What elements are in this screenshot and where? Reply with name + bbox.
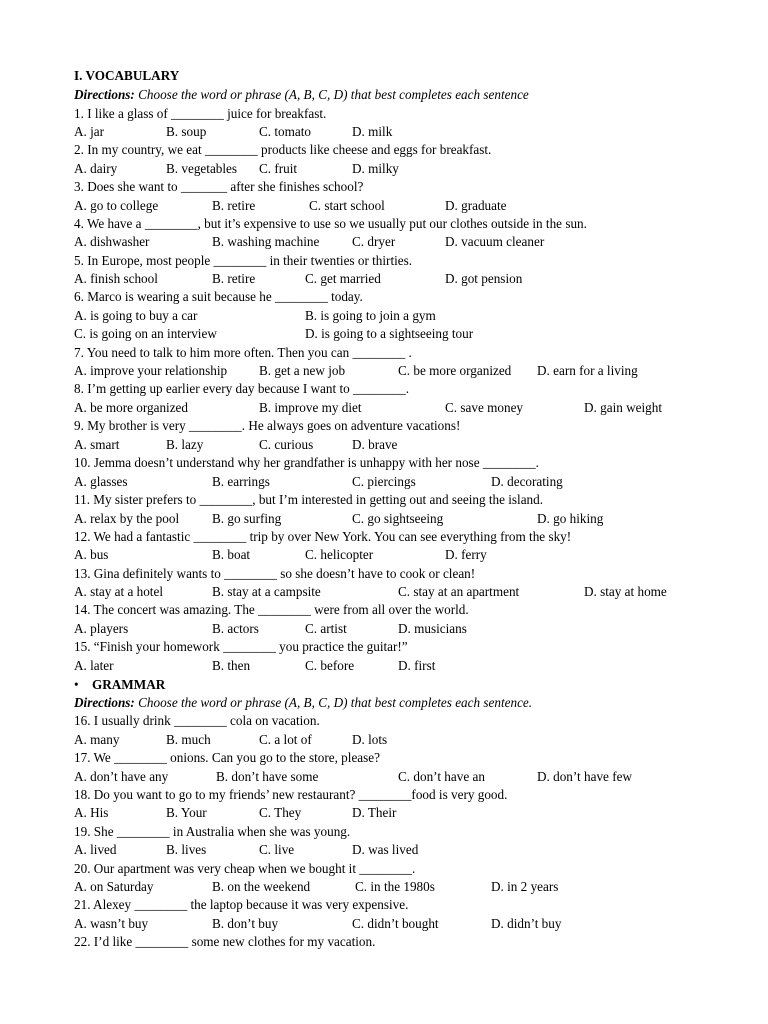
answer-option: A. relax by the pool — [74, 511, 180, 526]
answer-option: D. earn for a living — [537, 363, 638, 378]
question-20: 20. Our apartment was very cheap when we bought it ________. — [74, 861, 416, 876]
answer-option: A. dairy — [74, 161, 118, 176]
answer-option: B. retire — [212, 198, 256, 213]
question-22: 22. I’d like ________ some new clothes for my vacation. — [74, 934, 376, 949]
answer-option: D. decorating — [491, 474, 563, 489]
answer-option: B. washing machine — [212, 234, 320, 249]
vocabulary-heading: I. VOCABULARY — [74, 68, 180, 83]
answer-option: D. don’t have few — [537, 769, 632, 784]
answer-option: D. milky — [352, 161, 399, 176]
answer-option: B. lazy — [166, 437, 204, 452]
answer-option: D. didn’t buy — [491, 916, 562, 931]
answer-option: A. players — [74, 621, 129, 636]
answer-option: A. jar — [74, 124, 105, 139]
answer-option: B. actors — [212, 621, 259, 636]
answer-option: C. is going on an interview — [74, 326, 217, 341]
question-18: 18. Do you want to go to my friends’ new restaurant? ________food is very good. — [74, 787, 508, 802]
answer-option: A. go to college — [74, 198, 159, 213]
answer-option: D. Their — [352, 805, 397, 820]
answer-option: C. save money — [445, 400, 524, 415]
answer-option: A. bus — [74, 547, 109, 562]
question-7: 7. You need to talk to him more often. Then you can ________ . — [74, 345, 412, 360]
answer-option: D. is going to a sightseeing tour — [305, 326, 474, 341]
question-17: 17. We ________ onions. Can you go to the store, please? — [74, 750, 380, 765]
answer-option: D. first — [398, 658, 436, 673]
answer-option: C. live — [259, 842, 295, 857]
answer-option: D. lots — [352, 732, 388, 747]
answer-option: D. ferry — [445, 547, 487, 562]
answer-option: A. many — [74, 732, 120, 747]
question-10: 10. Jemma doesn’t understand why her grandfather is unhappy with her nose ________. — [74, 455, 539, 470]
answer-option: D. got pension — [445, 271, 523, 286]
answer-option: C. didn’t bought — [352, 916, 439, 931]
grammar-heading: GRAMMAR — [92, 677, 166, 692]
directions-text: Choose the word or phrase (A, B, C, D) that best completes each sentence — [134, 87, 529, 102]
answer-option: D. stay at home — [584, 584, 667, 599]
answer-option: C. stay at an apartment — [398, 584, 520, 599]
answer-option: D. musicians — [398, 621, 467, 636]
answer-option: A. His — [74, 805, 109, 820]
answer-option: A. wasn’t buy — [74, 916, 149, 931]
question-14: 14. The concert was amazing. The ________ were from all over the world. — [74, 602, 469, 617]
answer-option: B. boat — [212, 547, 251, 562]
answer-option: A. smart — [74, 437, 120, 452]
answer-option: C. helicopter — [305, 547, 374, 562]
answer-option: B. lives — [166, 842, 207, 857]
answer-option: C. in the 1980s — [355, 879, 435, 894]
question-6: 6. Marco is wearing a suit because he ________ today. — [74, 289, 363, 304]
answer-option: D. go hiking — [537, 511, 604, 526]
answer-option: B. don’t have some — [216, 769, 319, 784]
directions-text: Choose the word or phrase (A, B, C, D) that best completes each sentence. — [134, 695, 533, 710]
answer-option: C. get married — [305, 271, 381, 286]
answer-option: B. improve my diet — [259, 400, 362, 415]
answer-option: C. don’t have an — [398, 769, 485, 784]
question-19: 19. She ________ in Australia when she was young. — [74, 824, 351, 839]
answer-option: B. soup — [166, 124, 207, 139]
answer-option: A. glasses — [74, 474, 128, 489]
answer-option: A. is going to buy a car — [74, 308, 198, 323]
vocabulary-directions — [74, 86, 529, 104]
bullet-icon: • — [74, 677, 79, 692]
question-16: 16. I usually drink ________ cola on vacation. — [74, 713, 320, 728]
answer-option: D. gain weight — [584, 400, 663, 415]
answer-option: A. on Saturday — [74, 879, 154, 894]
answer-option: C. start school — [309, 198, 385, 213]
answer-option: D. brave — [352, 437, 398, 452]
answer-option: D. was lived — [352, 842, 419, 857]
answer-option: B. Your — [166, 805, 207, 820]
answer-option: B. get a new job — [259, 363, 346, 378]
answer-option: B. don’t buy — [212, 916, 279, 931]
answer-option: A. lived — [74, 842, 117, 857]
answer-option: B. on the weekend — [212, 879, 311, 894]
question-2: 2. In my country, we eat ________ products like cheese and eggs for breakfast. — [74, 142, 492, 157]
answer-option: A. later — [74, 658, 114, 673]
question-12: 12. We had a fantastic ________ trip by over New York. You can see everything from the sky! — [74, 529, 572, 544]
answer-option: A. finish school — [74, 271, 158, 286]
question-9: 9. My brother is very ________. He always goes on adventure vacations! — [74, 418, 461, 433]
question-4: 4. We have a ________, but it’s expensive to use so we usually put our clothes outside in the sun. — [74, 216, 587, 231]
answer-option: C. artist — [305, 621, 347, 636]
answer-option: A. be more organized — [74, 400, 189, 415]
answer-option: B. retire — [212, 271, 256, 286]
answer-option: D. in 2 years — [491, 879, 559, 894]
answer-option: C. fruit — [259, 161, 298, 176]
answer-option: B. go surfing — [212, 511, 282, 526]
question-21: 21. Alexey ________ the laptop because it was very expensive. — [74, 897, 409, 912]
answer-option: D. graduate — [445, 198, 507, 213]
answer-option: C. a lot of — [259, 732, 312, 747]
answer-option: D. milk — [352, 124, 393, 139]
answer-option: B. much — [166, 732, 211, 747]
question-15: 15. “Finish your homework ________ you practice the guitar!” — [74, 639, 408, 654]
answer-option: A. stay at a hotel — [74, 584, 163, 599]
answer-option: C. tomato — [259, 124, 312, 139]
directions-label: Directions: — [74, 695, 135, 710]
directions-label: Directions: — [74, 87, 135, 102]
question-5: 5. In Europe, most people ________ in their twenties or thirties. — [74, 253, 413, 268]
answer-option: C. curious — [259, 437, 314, 452]
question-11: 11. My sister prefers to ________, but I’m interested in getting out and seeing the island. — [74, 492, 544, 507]
answer-option: C. piercings — [352, 474, 416, 489]
answer-option: C. They — [259, 805, 302, 820]
answer-option: C. be more organized — [398, 363, 512, 378]
answer-option: A. dishwasher — [74, 234, 150, 249]
grammar-directions — [74, 694, 532, 712]
answer-option: C. before — [305, 658, 355, 673]
answer-option: B. stay at a campsite — [212, 584, 321, 599]
question-3: 3. Does she want to _______ after she finishes school? — [74, 179, 364, 194]
answer-option: B. is going to join a gym — [305, 308, 436, 323]
answer-option: B. then — [212, 658, 251, 673]
question-1: 1. I like a glass of ________ juice for breakfast. — [74, 106, 327, 121]
answer-option: B. earrings — [212, 474, 270, 489]
question-8: 8. I’m getting up earlier every day because I want to ________. — [74, 381, 410, 396]
answer-option: D. vacuum cleaner — [445, 234, 545, 249]
question-13: 13. Gina definitely wants to ________ so she doesn’t have to cook or clean! — [74, 566, 476, 581]
answer-option: C. go sightseeing — [352, 511, 444, 526]
answer-option: A. don’t have any — [74, 769, 169, 784]
answer-option: A. improve your relationship — [74, 363, 228, 378]
answer-option: C. dryer — [352, 234, 396, 249]
answer-option: B. vegetables — [166, 161, 238, 176]
